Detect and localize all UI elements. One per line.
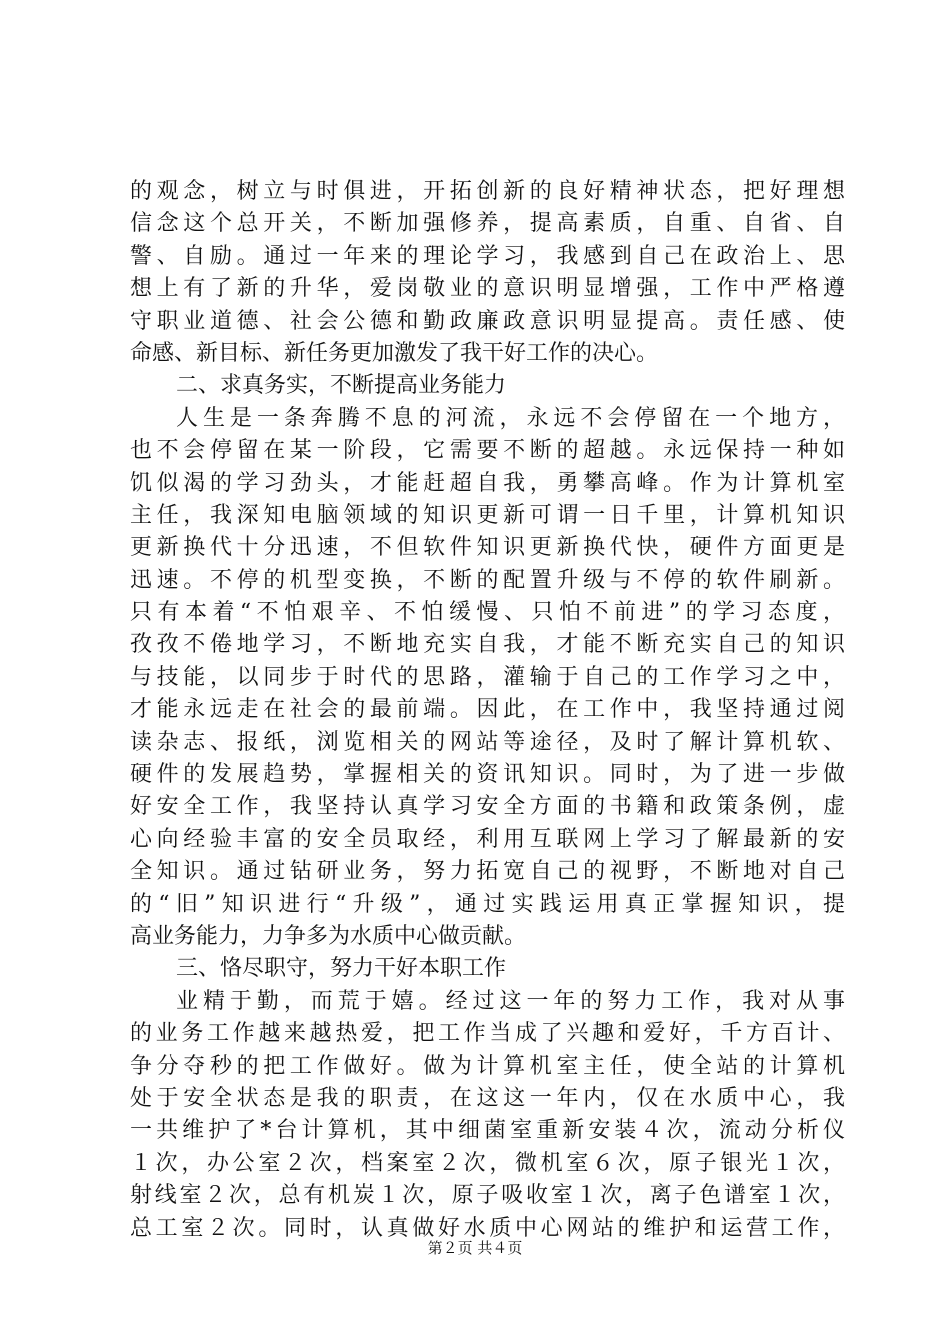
text-line: 高业务能力，力争多为水质中心做贡献。: [130, 923, 527, 949]
text-line: 警、自励。通过一年来的理论学习，我感到自己在政治上、思: [130, 243, 845, 269]
text-line: 处于安全状态是我的职责，在这这一年内，仅在水质中心，我: [130, 1085, 845, 1111]
text-line: 守职业道德、社会公德和勤政廉政意识明显提高。责任感、使: [130, 308, 845, 334]
text-line: 心向经验丰富的安全员取经，利用互联网上学习了解最新的安: [130, 826, 845, 852]
text-line: 硬件的发展趋势，掌握相关的资讯知识。同时，为了进一步做: [130, 762, 845, 788]
text-line: 饥似渴的学习劲头，才能赶超自我，勇攀高峰。作为计算机室: [130, 470, 845, 496]
text-line: 一共维护了*台计算机，其中细菌室重新安装４次，流动分析仪: [130, 1118, 845, 1144]
text-line: 想上有了新的升华，爱岗敬业的意识明显增强，工作中严格遵: [130, 276, 845, 302]
text-line: 总工室２次。同时，认真做好水质中心网站的维护和运营工作，: [130, 1215, 845, 1241]
text-line: 也不会停留在某一阶段，它需要不断的超越。永远保持一种如: [130, 438, 845, 464]
text-line: 的“旧”知识进行“升级”，通过实践运用真正掌握知识，提: [130, 891, 845, 917]
text-line: 主任，我深知电脑领域的知识更新可谓一日千里，计算机知识: [130, 502, 845, 528]
text-line: 争分夺秒的把工作做好。做为计算机室主任，使全站的计算机: [130, 1053, 845, 1079]
text-line: 与技能，以同步于时代的思路，灌输于自己的工作学习之中，: [130, 664, 845, 690]
body-text: [130, 176, 845, 1245]
text-line: 业精于勤，而荒于嬉。经过这一年的努力工作，我对从事: [176, 988, 845, 1014]
text-line: １次，办公室２次，档案室２次，微机室６次，原子银光１次，: [130, 1150, 845, 1176]
text-line: 好安全工作，我坚持认真学习安全方面的书籍和政策条例，虚: [130, 794, 845, 820]
section-heading: 二、求真务实，不断提高业务能力: [176, 373, 507, 399]
page-footer: 第２页 共４页: [427, 1239, 523, 1257]
text-line: 更新换代十分迅速，不但软件知识更新换代快，硬件方面更是: [130, 535, 845, 561]
text-line: 全知识。通过钻研业务，努力拓宽自己的视野，不断地对自己: [130, 859, 845, 885]
text-line: 的观念，树立与时俱进，开拓创新的良好精神状态，把好理想: [130, 179, 845, 204]
text-line: 才能永远走在社会的最前端。因此，在工作中，我坚持通过阅: [130, 697, 845, 723]
text-line: 命感、新目标、新任务更加激发了我干好工作的决心。: [130, 340, 659, 366]
text-line: 的业务工作越来越热爱，把工作当成了兴趣和爱好，千方百计、: [130, 1021, 845, 1047]
text-line: 射线室２次，总有机炭１次，原子吸收室１次，离子色谱室１次，: [130, 1183, 845, 1209]
text-line: 人生是一条奔腾不息的河流，永远不会停留在一个地方，: [176, 405, 845, 431]
text-line: 孜孜不倦地学习，不断地充实自我，才能不断充实自己的知识: [130, 632, 845, 658]
text-line: 迅速。不停的机型变换，不断的配置升级与不停的软件刷新。: [130, 567, 845, 593]
text-line: 信念这个总开关，不断加强修养，提高素质，自重、自省、自: [130, 211, 845, 237]
text-line: 只有本着“不怕艰辛、不怕缓慢、只怕不前进”的学习态度，: [130, 600, 845, 626]
section-heading: 三、恪尽职守，努力干好本职工作: [176, 956, 507, 982]
text-line: 读杂志、报纸，浏览相关的网站等途径，及时了解计算机软、: [130, 729, 845, 755]
